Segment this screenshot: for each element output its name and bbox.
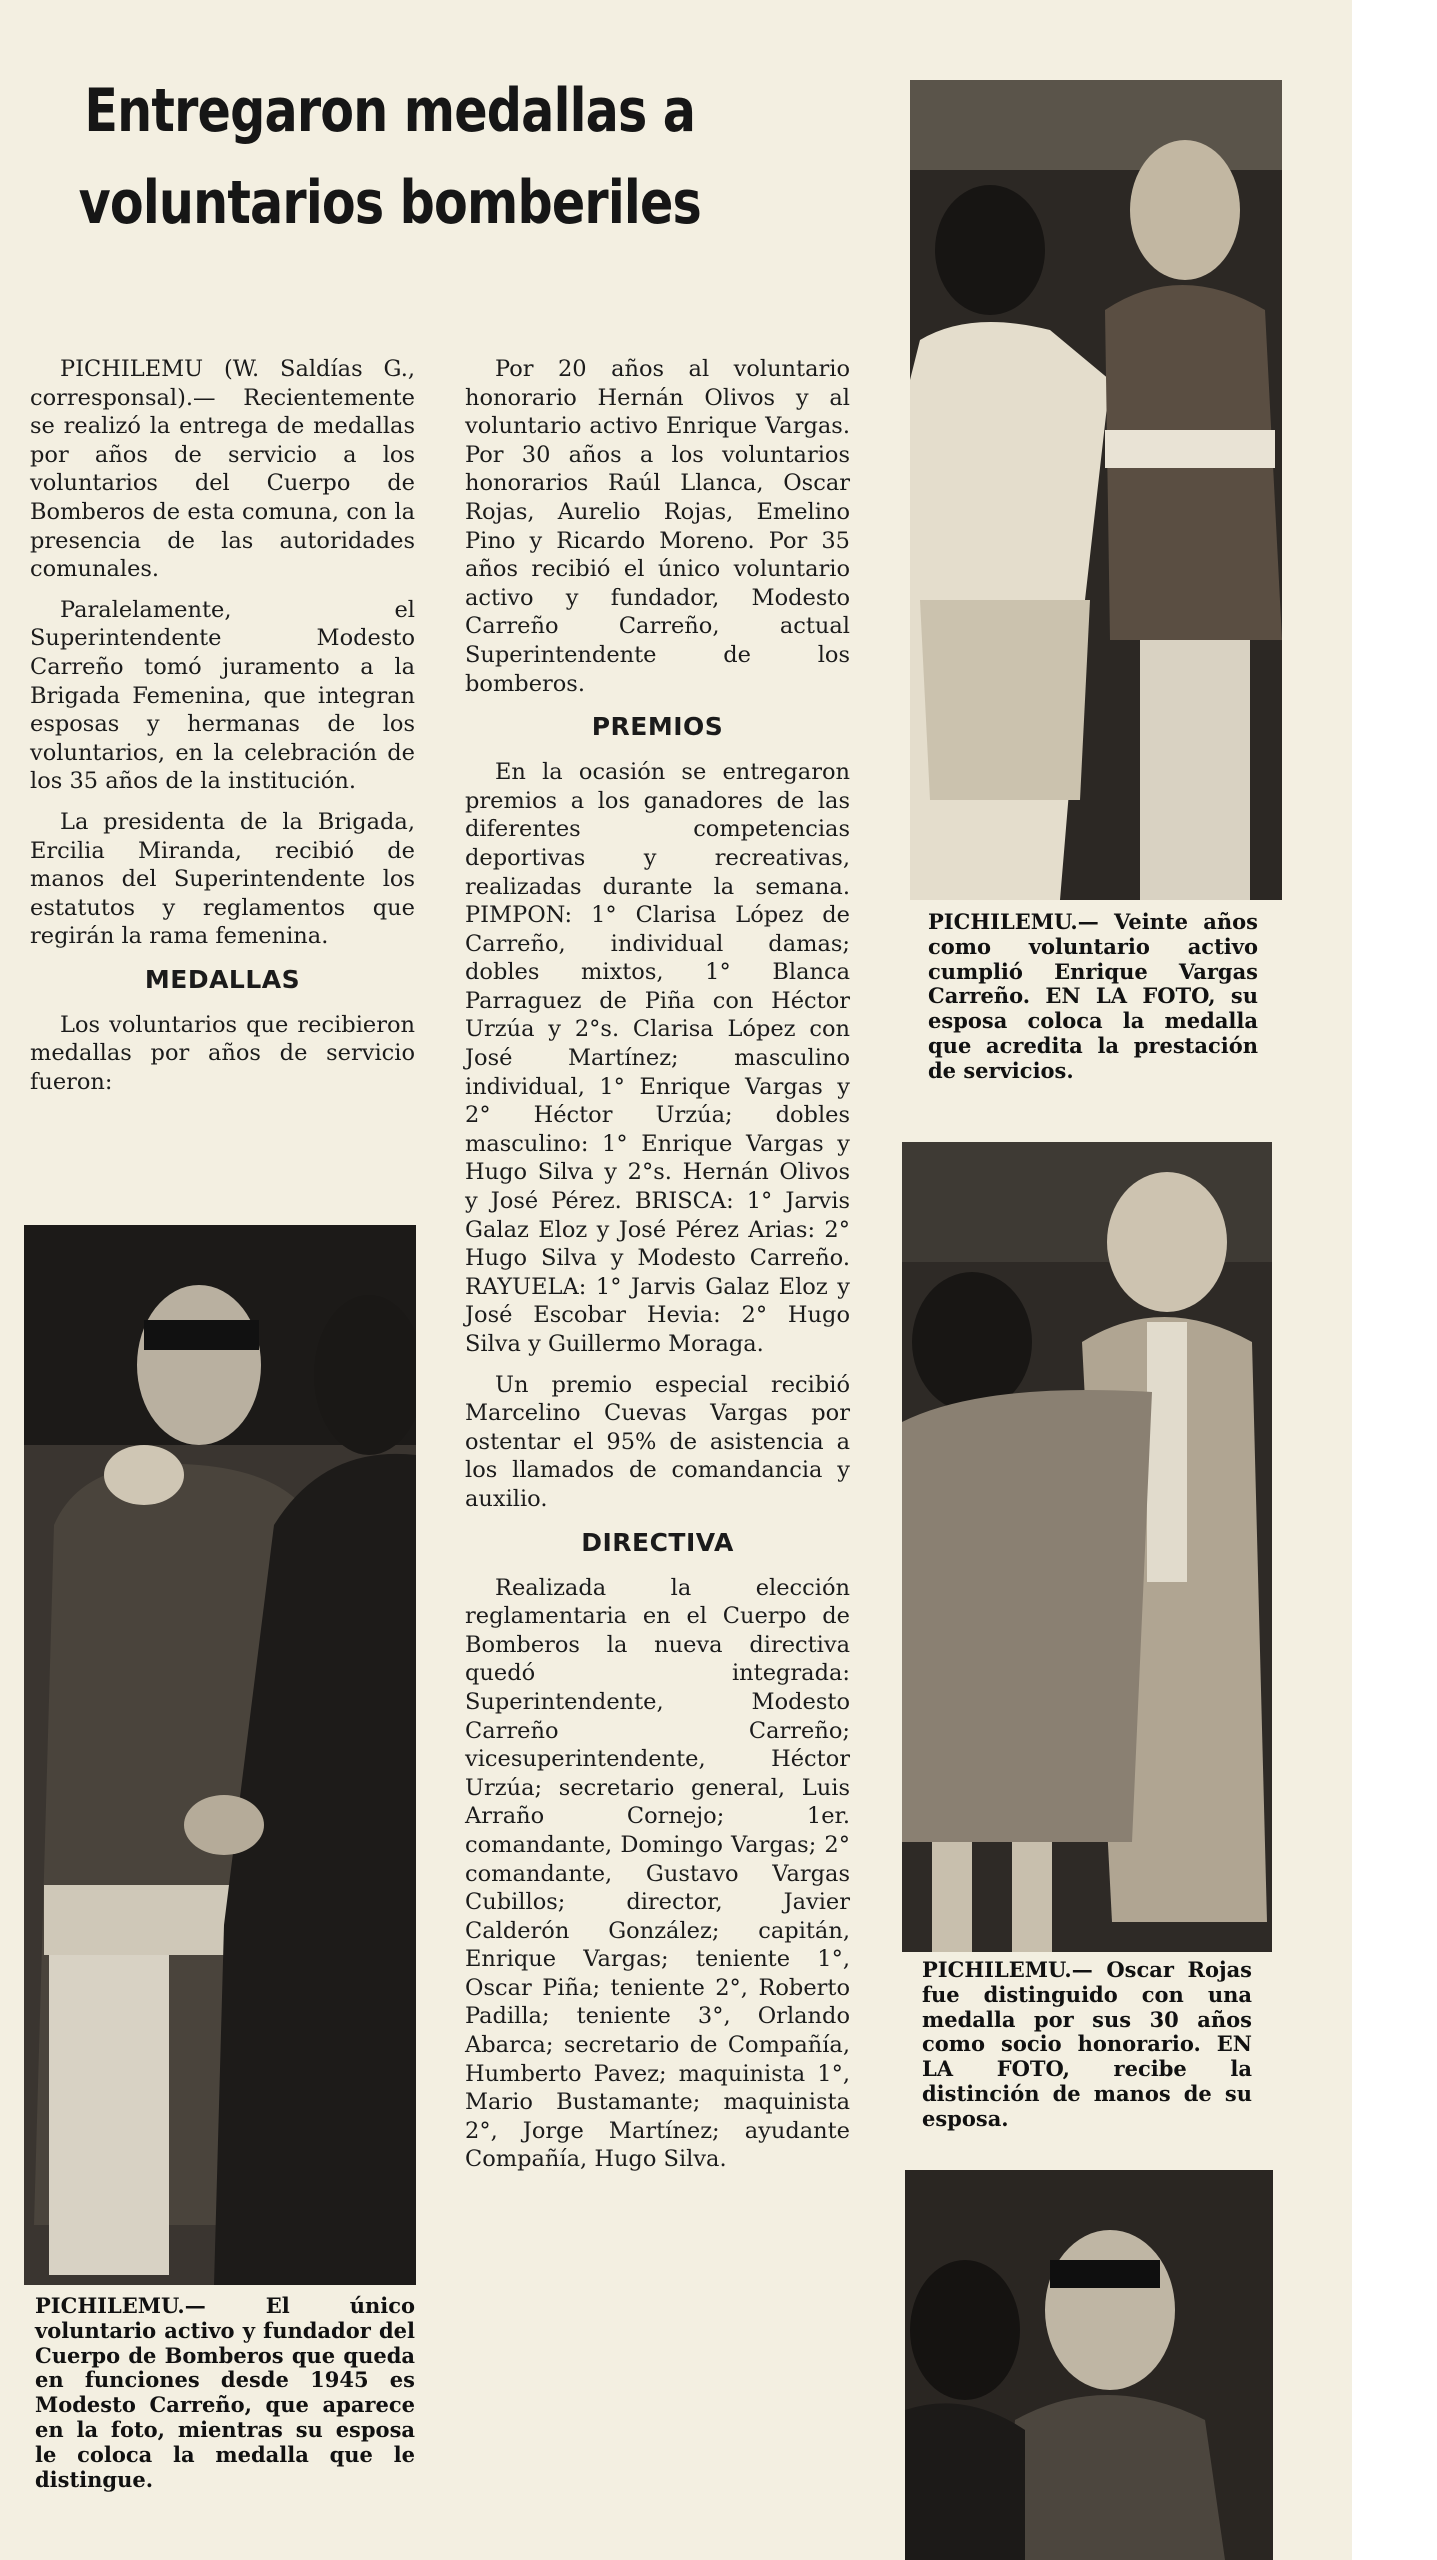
photo-caption-1: PICHILEMU.— El único voluntario activo y fundador del Cuerpo de Bomberos que queda en funciones desde 1945 es Modesto Carreño, que aparece en la foto, mientras su esposa le coloca la medalla que le distingue. bbox=[35, 2293, 415, 2492]
article-column-2 bbox=[465, 355, 850, 2186]
photo-caption-2: PICHILEMU.— Veinte años como voluntario activo cumplió Enrique Vargas Carreño. EN LA FOTO, su esposa coloca la medalla que acredita la prestación de servicios. bbox=[928, 909, 1258, 1083]
article-column-1 bbox=[30, 355, 415, 1109]
paragraph: En la ocasión se entregaron premios a los ganadores de las diferentes competencias deportivas y recreativas, realizadas durante la semana. PIMPON: 1° Clarisa López de Carreño, individual damas; dobles mixtos, 1° Blanca Parraguez de Piña con Héctor Urzúa y 2°s. Clarisa López con José Martínez; masculino individual, 1° Enrique Vargas y 2° Héctor Urzúa; dobles masculino: 1° Enrique Vargas y Hugo Silva y 2°s. Hernán Olivos y José Pérez. BRISCA: 1° Jarvis Galaz Eloz y José Pérez Arias: 2° Hugo Silva y Modesto Carreño. RAYUELA: 1° Jarvis Galaz Eloz y José Escobar Hevia: 2° Hugo Silva y Guillermo Moraga. bbox=[465, 759, 850, 1357]
section-heading-medallas: MEDALLAS bbox=[144, 964, 301, 994]
paragraph: PICHILEMU (W. Saldías G., corresponsal).— Recientemente se realizó la entrega de medallas por años de servicio a los voluntarios del Cuerpo de Bomberos de esta comuna, con la presencia de las autoridades comunales. bbox=[30, 356, 415, 583]
section-heading-premios: PREMIOS bbox=[591, 712, 724, 742]
headline: Entregaron medallas a voluntarios bomberiles bbox=[78, 76, 701, 238]
photo-medal-ceremony-partial bbox=[905, 2170, 1273, 2560]
paragraph: Los voluntarios que recibieron medallas por años de servicio fueron: bbox=[30, 1011, 415, 1096]
photo-caption-3: PICHILEMU.— Oscar Rojas fue distinguido con una medalla por sus 30 años como socio honorario. EN LA FOTO, recibe la distinción de manos de su esposa. bbox=[922, 1957, 1252, 2131]
photo-medal-ceremony-founder bbox=[24, 1225, 416, 2285]
photo-medal-ceremony-vargas bbox=[910, 80, 1282, 900]
paragraph: Realizada la elección reglamentaria en el Cuerpo de Bomberos la nueva directiva quedó integrada: Superintendente, Modesto Carreño Carreño; vicesuperintendente, Héctor Urzúa; secretario general, Luis Arraño Cornejo; 1er. comandante, Domingo Vargas; 2° comandante, Gustavo Vargas Cubillos; director, Javier Calderón González; capitán, Enrique Vargas; teniente 1°, Oscar Piña; teniente 2°, Roberto Padilla; teniente 3°, Orlando Abarca; secretario de Compañía, Humberto Pavez; maquinista 1°, Mario Bustamante; maquinista 2°, Jorge Martínez; ayudante Compañía, Hugo Silva. bbox=[465, 1574, 850, 2173]
paragraph: La presidenta de la Brigada, Ercilia Miranda, recibió de manos del Superintendente los estatutos y reglamentos que regirán la rama femenina. bbox=[30, 808, 415, 950]
paragraph: Paralelamente, el Superintendente Modesto Carreño tomó juramento a la Brigada Femenina, que integran esposas y hermanas de los voluntarios, en la celebración de los 35 años de la institución. bbox=[30, 596, 415, 795]
paragraph: Por 20 años al voluntario honorario Hernán Olivos y al voluntario activo Enrique Vargas. Por 30 años a los voluntarios honorarios Raúl Llanca, Oscar Rojas, Aurelio Rojas, Emelino Pino y Ricardo Moreno. Por 35 años recibió el único voluntario activo y fundador, Modesto Carreño Carreño, actual Superintendente de los bomberos. bbox=[465, 356, 850, 697]
section-heading-directiva: DIRECTIVA bbox=[581, 1527, 734, 1557]
photo-medal-ceremony-rojas bbox=[902, 1142, 1272, 1952]
paragraph: Un premio especial recibió Marcelino Cuevas Vargas por ostentar el 95% de asistencia a los llamados de comandancia y auxilio. bbox=[465, 1371, 850, 1512]
